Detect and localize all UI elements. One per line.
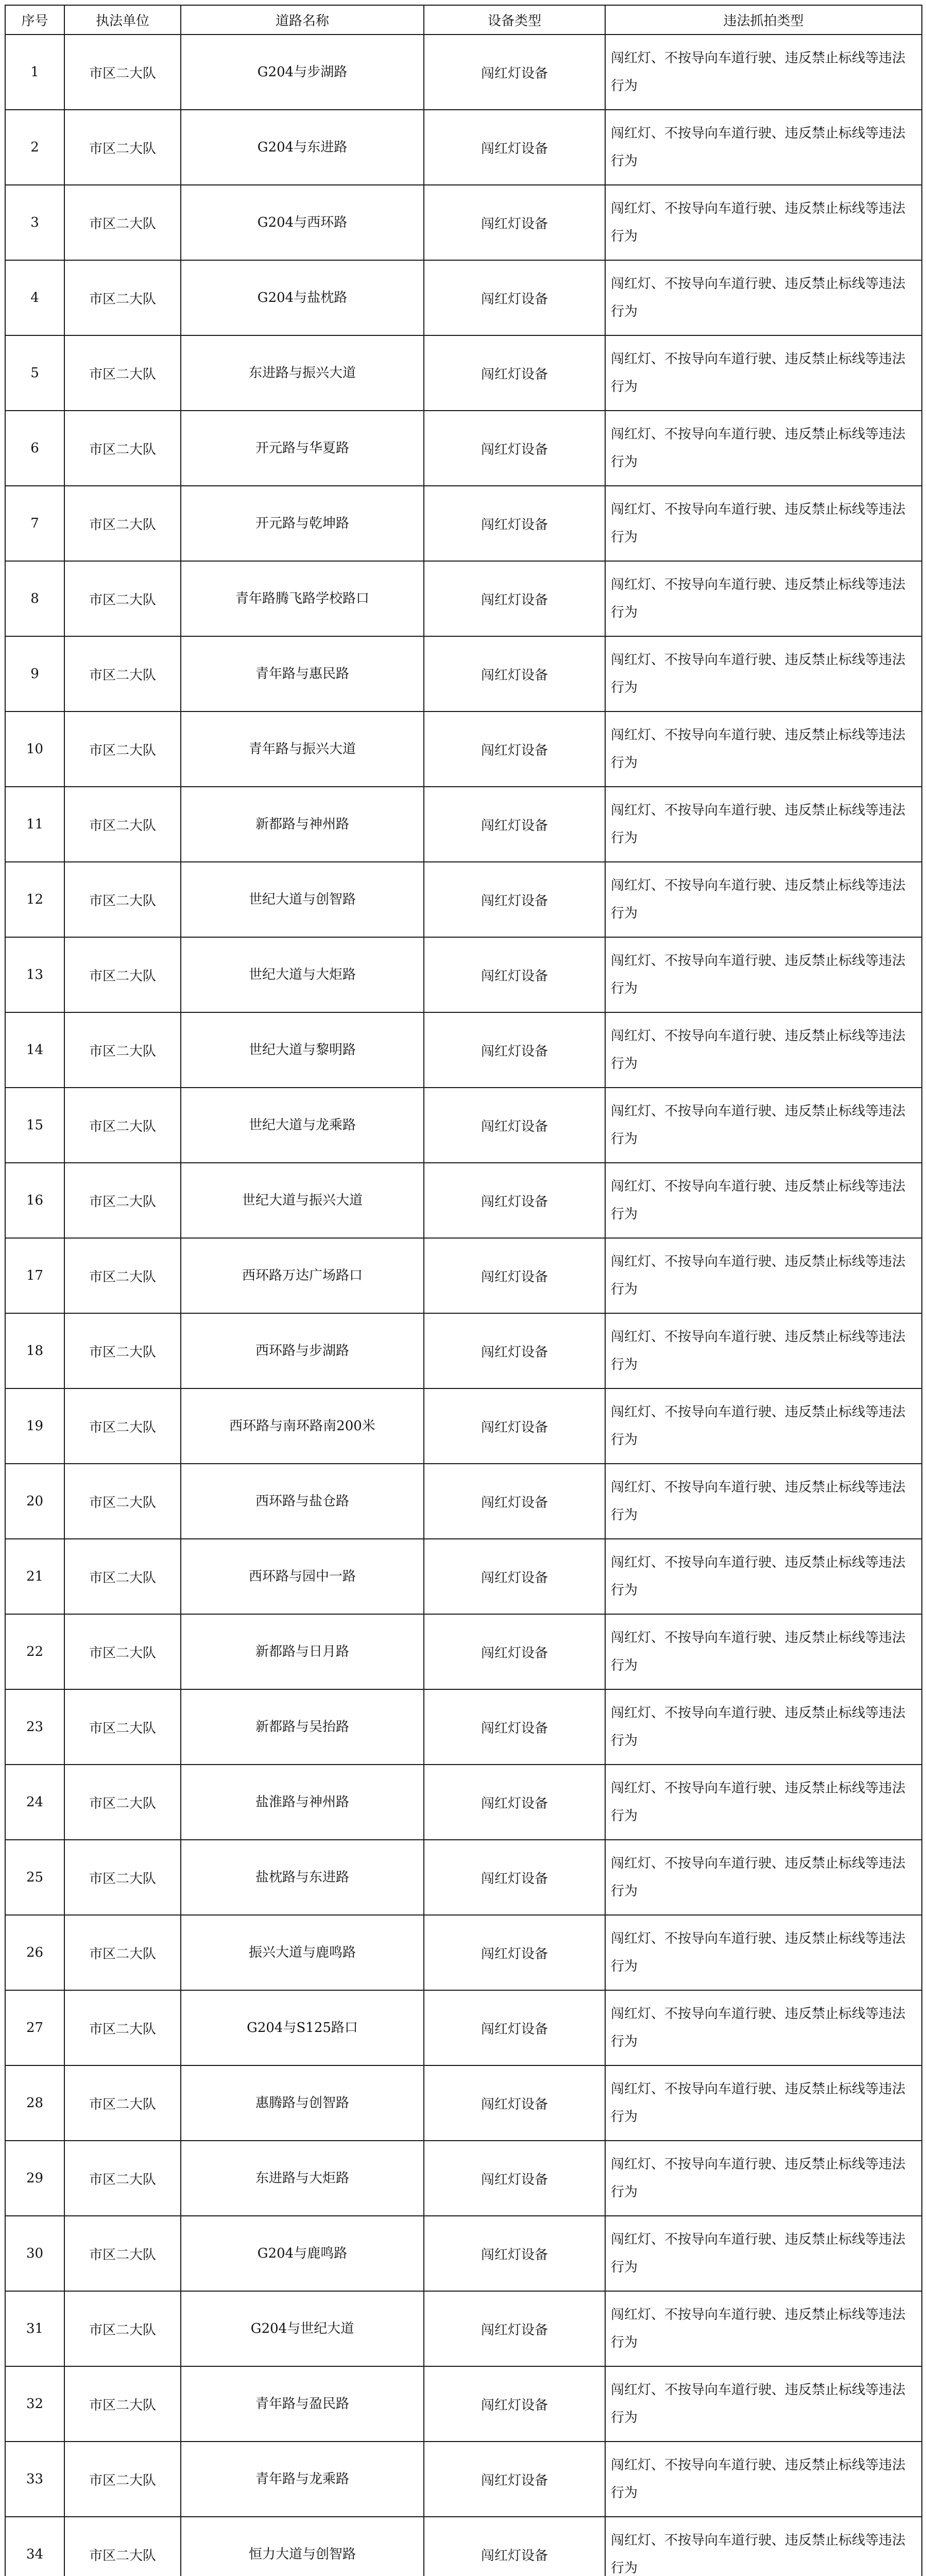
cell-seq: 27 xyxy=(5,1990,64,2065)
cell-seq: 12 xyxy=(5,862,64,937)
cell-road: G204与东进路 xyxy=(181,110,424,185)
cell-device: 闯红灯设备 xyxy=(424,35,605,110)
cell-unit: 市区二大队 xyxy=(64,2216,181,2291)
cell-seq: 5 xyxy=(5,335,64,411)
cell-device: 闯红灯设备 xyxy=(424,335,605,411)
cell-seq: 22 xyxy=(5,1614,64,1689)
table-row xyxy=(5,2216,922,2291)
cell-seq: 3 xyxy=(5,185,64,260)
cell-violation: 闯红灯、不按导向车道行驶、违反禁止标线等违法行为 xyxy=(605,1915,922,1990)
cell-violation: 闯红灯、不按导向车道行驶、违反禁止标线等违法行为 xyxy=(605,1840,922,1915)
cell-device: 闯红灯设备 xyxy=(424,1840,605,1915)
table-row xyxy=(5,711,922,787)
cell-violation: 闯红灯、不按导向车道行驶、违反禁止标线等违法行为 xyxy=(605,1238,922,1313)
cell-device: 闯红灯设备 xyxy=(424,486,605,561)
table-row xyxy=(5,1539,922,1614)
cell-device: 闯红灯设备 xyxy=(424,2216,605,2291)
cell-device: 闯红灯设备 xyxy=(424,787,605,862)
cell-violation: 闯红灯、不按导向车道行驶、违反禁止标线等违法行为 xyxy=(605,937,922,1012)
cell-device: 闯红灯设备 xyxy=(424,1539,605,1614)
cell-seq: 13 xyxy=(5,937,64,1012)
cell-seq: 26 xyxy=(5,1915,64,1990)
cell-device: 闯红灯设备 xyxy=(424,1088,605,1163)
cell-unit: 市区二大队 xyxy=(64,636,181,711)
cell-unit: 市区二大队 xyxy=(64,1915,181,1990)
cell-unit: 市区二大队 xyxy=(64,937,181,1012)
cell-violation: 闯红灯、不按导向车道行驶、违反禁止标线等违法行为 xyxy=(605,1990,922,2065)
cell-violation: 闯红灯、不按导向车道行驶、违反禁止标线等违法行为 xyxy=(605,1765,922,1840)
cell-unit: 市区二大队 xyxy=(64,2141,181,2216)
cell-violation: 闯红灯、不按导向车道行驶、违反禁止标线等违法行为 xyxy=(605,1163,922,1238)
cell-violation: 闯红灯、不按导向车道行驶、违反禁止标线等违法行为 xyxy=(605,35,922,110)
cell-seq: 4 xyxy=(5,260,64,335)
table-row xyxy=(5,1388,922,1464)
camera-device-table xyxy=(5,5,922,2576)
cell-road: 惠腾路与创智路 xyxy=(181,2065,424,2141)
cell-road: 西环路与盐仓路 xyxy=(181,1464,424,1539)
cell-unit: 市区二大队 xyxy=(64,2517,181,2576)
table-row xyxy=(5,1088,922,1163)
cell-violation: 闯红灯、不按导向车道行驶、违反禁止标线等违法行为 xyxy=(605,2517,922,2576)
cell-violation: 闯红灯、不按导向车道行驶、违反禁止标线等违法行为 xyxy=(605,711,922,787)
cell-seq: 29 xyxy=(5,2141,64,2216)
cell-seq: 6 xyxy=(5,411,64,486)
cell-violation: 闯红灯、不按导向车道行驶、违反禁止标线等违法行为 xyxy=(605,2216,922,2291)
cell-unit: 市区二大队 xyxy=(64,862,181,937)
cell-seq: 17 xyxy=(5,1238,64,1313)
cell-unit: 市区二大队 xyxy=(64,2442,181,2517)
cell-seq: 2 xyxy=(5,110,64,185)
cell-unit: 市区二大队 xyxy=(64,561,181,636)
cell-device: 闯红灯设备 xyxy=(424,110,605,185)
cell-road: G204与步湖路 xyxy=(181,35,424,110)
table-row xyxy=(5,787,922,862)
cell-road: 青年路与振兴大道 xyxy=(181,711,424,787)
table-row xyxy=(5,1614,922,1689)
table-row xyxy=(5,937,922,1012)
cell-violation: 闯红灯、不按导向车道行驶、违反禁止标线等违法行为 xyxy=(605,2442,922,2517)
cell-device: 闯红灯设备 xyxy=(424,636,605,711)
table-row xyxy=(5,1689,922,1765)
cell-seq: 31 xyxy=(5,2291,64,2366)
header-device: 设备类型 xyxy=(424,5,605,35)
cell-violation: 闯红灯、不按导向车道行驶、违反禁止标线等违法行为 xyxy=(605,2065,922,2141)
cell-unit: 市区二大队 xyxy=(64,1088,181,1163)
cell-violation: 闯红灯、不按导向车道行驶、违反禁止标线等违法行为 xyxy=(605,2366,922,2442)
cell-unit: 市区二大队 xyxy=(64,335,181,411)
cell-violation: 闯红灯、不按导向车道行驶、违反禁止标线等违法行为 xyxy=(605,636,922,711)
cell-device: 闯红灯设备 xyxy=(424,1238,605,1313)
cell-violation: 闯红灯、不按导向车道行驶、违反禁止标线等违法行为 xyxy=(605,1388,922,1464)
cell-road: 世纪大道与创智路 xyxy=(181,862,424,937)
cell-device: 闯红灯设备 xyxy=(424,260,605,335)
cell-device: 闯红灯设备 xyxy=(424,862,605,937)
table-row xyxy=(5,1012,922,1088)
cell-violation: 闯红灯、不按导向车道行驶、违反禁止标线等违法行为 xyxy=(605,2291,922,2366)
cell-road: 青年路与龙乘路 xyxy=(181,2442,424,2517)
table-row xyxy=(5,1990,922,2065)
cell-device: 闯红灯设备 xyxy=(424,1689,605,1765)
table-row xyxy=(5,1840,922,1915)
cell-seq: 10 xyxy=(5,711,64,787)
cell-violation: 闯红灯、不按导向车道行驶、违反禁止标线等违法行为 xyxy=(605,411,922,486)
table-row xyxy=(5,486,922,561)
table-row xyxy=(5,2442,922,2517)
table-row xyxy=(5,1765,922,1840)
table-row xyxy=(5,411,922,486)
cell-unit: 市区二大队 xyxy=(64,1689,181,1765)
cell-seq: 21 xyxy=(5,1539,64,1614)
cell-unit: 市区二大队 xyxy=(64,2065,181,2141)
cell-road: 盐淮路与神州路 xyxy=(181,1765,424,1840)
cell-road: G204与世纪大道 xyxy=(181,2291,424,2366)
cell-device: 闯红灯设备 xyxy=(424,1313,605,1388)
cell-seq: 9 xyxy=(5,636,64,711)
header-road: 道路名称 xyxy=(181,5,424,35)
cell-violation: 闯红灯、不按导向车道行驶、违反禁止标线等违法行为 xyxy=(605,1614,922,1689)
cell-violation: 闯红灯、不按导向车道行驶、违反禁止标线等违法行为 xyxy=(605,110,922,185)
header-violation: 违法抓拍类型 xyxy=(605,5,922,35)
cell-seq: 34 xyxy=(5,2517,64,2576)
cell-unit: 市区二大队 xyxy=(64,2366,181,2442)
cell-device: 闯红灯设备 xyxy=(424,2366,605,2442)
cell-seq: 16 xyxy=(5,1163,64,1238)
header-unit: 执法单位 xyxy=(64,5,181,35)
cell-unit: 市区二大队 xyxy=(64,1614,181,1689)
cell-seq: 15 xyxy=(5,1088,64,1163)
cell-road: 青年路腾飞路学校路口 xyxy=(181,561,424,636)
cell-unit: 市区二大队 xyxy=(64,1012,181,1088)
cell-violation: 闯红灯、不按导向车道行驶、违反禁止标线等违法行为 xyxy=(605,862,922,937)
table-row xyxy=(5,2065,922,2141)
cell-seq: 8 xyxy=(5,561,64,636)
table-header-row xyxy=(5,5,922,35)
cell-seq: 30 xyxy=(5,2216,64,2291)
table-row xyxy=(5,1464,922,1539)
cell-violation: 闯红灯、不按导向车道行驶、违反禁止标线等违法行为 xyxy=(605,1313,922,1388)
table-row xyxy=(5,110,922,185)
cell-road: 开元路与华夏路 xyxy=(181,411,424,486)
cell-device: 闯红灯设备 xyxy=(424,1163,605,1238)
cell-road: 盐枕路与东进路 xyxy=(181,1840,424,1915)
cell-road: 振兴大道与鹿鸣路 xyxy=(181,1915,424,1990)
cell-road: 新都路与吴抬路 xyxy=(181,1689,424,1765)
cell-unit: 市区二大队 xyxy=(64,1388,181,1464)
cell-device: 闯红灯设备 xyxy=(424,2442,605,2517)
cell-road: 青年路与盈民路 xyxy=(181,2366,424,2442)
cell-unit: 市区二大队 xyxy=(64,1163,181,1238)
cell-violation: 闯红灯、不按导向车道行驶、违反禁止标线等违法行为 xyxy=(605,787,922,862)
table-row xyxy=(5,2141,922,2216)
table-row xyxy=(5,1163,922,1238)
cell-device: 闯红灯设备 xyxy=(424,1990,605,2065)
cell-unit: 市区二大队 xyxy=(64,260,181,335)
table-row xyxy=(5,1313,922,1388)
cell-violation: 闯红灯、不按导向车道行驶、违反禁止标线等违法行为 xyxy=(605,1539,922,1614)
table-row xyxy=(5,1915,922,1990)
table-row xyxy=(5,335,922,411)
cell-unit: 市区二大队 xyxy=(64,787,181,862)
cell-unit: 市区二大队 xyxy=(64,35,181,110)
cell-road: G204与鹿鸣路 xyxy=(181,2216,424,2291)
table-row xyxy=(5,862,922,937)
cell-seq: 19 xyxy=(5,1388,64,1464)
table-row xyxy=(5,2366,922,2442)
cell-road: G204与S125路口 xyxy=(181,1990,424,2065)
cell-device: 闯红灯设备 xyxy=(424,185,605,260)
table-row xyxy=(5,561,922,636)
header-seq: 序号 xyxy=(5,5,64,35)
cell-device: 闯红灯设备 xyxy=(424,937,605,1012)
cell-seq: 1 xyxy=(5,35,64,110)
cell-device: 闯红灯设备 xyxy=(424,1765,605,1840)
cell-device: 闯红灯设备 xyxy=(424,2065,605,2141)
cell-device: 闯红灯设备 xyxy=(424,561,605,636)
cell-unit: 市区二大队 xyxy=(64,1313,181,1388)
cell-violation: 闯红灯、不按导向车道行驶、违反禁止标线等违法行为 xyxy=(605,1689,922,1765)
cell-device: 闯红灯设备 xyxy=(424,1614,605,1689)
cell-seq: 25 xyxy=(5,1840,64,1915)
cell-violation: 闯红灯、不按导向车道行驶、违反禁止标线等违法行为 xyxy=(605,1088,922,1163)
cell-violation: 闯红灯、不按导向车道行驶、违反禁止标线等违法行为 xyxy=(605,2141,922,2216)
cell-road: 东进路与振兴大道 xyxy=(181,335,424,411)
cell-unit: 市区二大队 xyxy=(64,1539,181,1614)
table-row xyxy=(5,260,922,335)
cell-device: 闯红灯设备 xyxy=(424,2517,605,2576)
cell-seq: 28 xyxy=(5,2065,64,2141)
cell-unit: 市区二大队 xyxy=(64,1990,181,2065)
cell-road: 青年路与惠民路 xyxy=(181,636,424,711)
cell-road: G204与西环路 xyxy=(181,185,424,260)
cell-unit: 市区二大队 xyxy=(64,711,181,787)
cell-seq: 33 xyxy=(5,2442,64,2517)
cell-violation: 闯红灯、不按导向车道行驶、违反禁止标线等违法行为 xyxy=(605,260,922,335)
cell-seq: 14 xyxy=(5,1012,64,1088)
cell-seq: 24 xyxy=(5,1765,64,1840)
cell-device: 闯红灯设备 xyxy=(424,711,605,787)
cell-road: 西环路与园中一路 xyxy=(181,1539,424,1614)
cell-road: 世纪大道与龙乘路 xyxy=(181,1088,424,1163)
cell-road: 开元路与乾坤路 xyxy=(181,486,424,561)
cell-road: 西环路与步湖路 xyxy=(181,1313,424,1388)
cell-unit: 市区二大队 xyxy=(64,1840,181,1915)
cell-seq: 11 xyxy=(5,787,64,862)
cell-device: 闯红灯设备 xyxy=(424,1012,605,1088)
cell-unit: 市区二大队 xyxy=(64,411,181,486)
cell-road: G204与盐枕路 xyxy=(181,260,424,335)
cell-violation: 闯红灯、不按导向车道行驶、违反禁止标线等违法行为 xyxy=(605,185,922,260)
cell-unit: 市区二大队 xyxy=(64,1765,181,1840)
cell-road: 西环路与南环路南200米 xyxy=(181,1388,424,1464)
cell-seq: 32 xyxy=(5,2366,64,2442)
cell-unit: 市区二大队 xyxy=(64,110,181,185)
cell-unit: 市区二大队 xyxy=(64,1238,181,1313)
cell-seq: 20 xyxy=(5,1464,64,1539)
cell-seq: 18 xyxy=(5,1313,64,1388)
cell-device: 闯红灯设备 xyxy=(424,2141,605,2216)
cell-road: 新都路与日月路 xyxy=(181,1614,424,1689)
cell-device: 闯红灯设备 xyxy=(424,411,605,486)
cell-unit: 市区二大队 xyxy=(64,185,181,260)
cell-unit: 市区二大队 xyxy=(64,1464,181,1539)
cell-violation: 闯红灯、不按导向车道行驶、违反禁止标线等违法行为 xyxy=(605,486,922,561)
cell-unit: 市区二大队 xyxy=(64,2291,181,2366)
cell-road: 世纪大道与黎明路 xyxy=(181,1012,424,1088)
table-row xyxy=(5,2517,922,2576)
table-row xyxy=(5,35,922,110)
cell-road: 西环路万达广场路口 xyxy=(181,1238,424,1313)
table-row xyxy=(5,185,922,260)
cell-violation: 闯红灯、不按导向车道行驶、违反禁止标线等违法行为 xyxy=(605,1012,922,1088)
cell-road: 恒力大道与创智路 xyxy=(181,2517,424,2576)
document-sheet xyxy=(5,5,921,2576)
cell-device: 闯红灯设备 xyxy=(424,1464,605,1539)
cell-violation: 闯红灯、不按导向车道行驶、违反禁止标线等违法行为 xyxy=(605,1464,922,1539)
cell-road: 世纪大道与大炬路 xyxy=(181,937,424,1012)
cell-device: 闯红灯设备 xyxy=(424,2291,605,2366)
cell-seq: 23 xyxy=(5,1689,64,1765)
table-row xyxy=(5,2291,922,2366)
table-row xyxy=(5,636,922,711)
cell-seq: 7 xyxy=(5,486,64,561)
cell-violation: 闯红灯、不按导向车道行驶、违反禁止标线等违法行为 xyxy=(605,335,922,411)
cell-device: 闯红灯设备 xyxy=(424,1915,605,1990)
cell-device: 闯红灯设备 xyxy=(424,1388,605,1464)
cell-violation: 闯红灯、不按导向车道行驶、违反禁止标线等违法行为 xyxy=(605,561,922,636)
table-row xyxy=(5,1238,922,1313)
cell-road: 世纪大道与振兴大道 xyxy=(181,1163,424,1238)
cell-road: 东进路与大炬路 xyxy=(181,2141,424,2216)
cell-road: 新都路与神州路 xyxy=(181,787,424,862)
cell-unit: 市区二大队 xyxy=(64,486,181,561)
